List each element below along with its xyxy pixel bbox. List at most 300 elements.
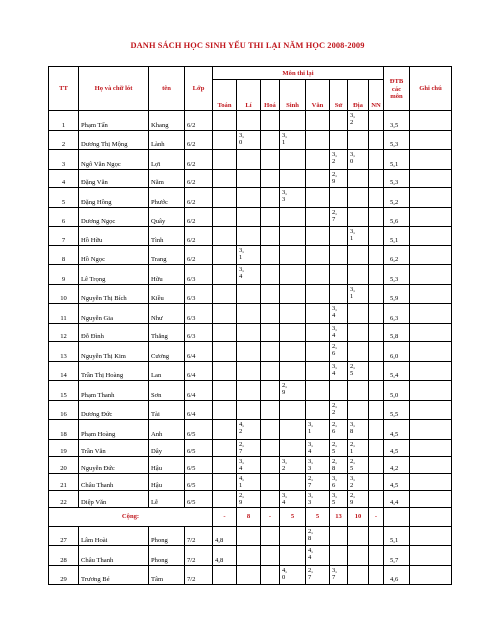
student-class: 6/2: [185, 150, 213, 170]
subject-score: [213, 456, 237, 473]
table-row: [49, 342, 452, 362]
subject-score: 3, 1: [306, 420, 330, 440]
subject-score: [280, 111, 306, 131]
student-last-middle-name: Dương Ngọc: [79, 207, 149, 227]
note-cell: [410, 227, 452, 246]
subject-score: [237, 400, 261, 420]
note-cell: [410, 546, 452, 566]
subject-score: [261, 546, 280, 566]
subject-score: [280, 323, 306, 342]
average-score: 5,4: [384, 361, 410, 381]
subject-score: [369, 169, 384, 188]
subject-score: 4, 0: [280, 565, 306, 585]
subject-score: [306, 169, 330, 188]
subject-score: [261, 245, 280, 265]
subject-score: [280, 342, 306, 362]
subject-score: [348, 130, 369, 150]
subject-score: [369, 526, 384, 546]
subject-score: 2, 8: [306, 526, 330, 546]
subject-score: 4,8: [213, 546, 237, 566]
subject-score: [213, 284, 237, 304]
note-cell: [410, 111, 452, 131]
average-score: 4,5: [384, 473, 410, 490]
student-class: 6/3: [185, 323, 213, 342]
subject-score: [261, 207, 280, 227]
subject-score: [280, 207, 306, 227]
student-class: 7/2: [185, 526, 213, 546]
student-first-name: Hậu: [149, 456, 185, 473]
note-cell: [410, 188, 452, 208]
subject-score: [330, 188, 348, 208]
subject-score: [261, 420, 280, 440]
subject-score: 3, 3: [280, 188, 306, 208]
subject-score: 2, 9: [348, 490, 369, 507]
header-subject: Toán: [213, 80, 237, 111]
table-row: [49, 456, 452, 473]
row-number: 7: [49, 227, 79, 246]
table-row: [49, 169, 452, 188]
row-number: 11: [49, 304, 79, 324]
average-score: 5,3: [384, 169, 410, 188]
header-subject: Hoá: [261, 80, 280, 111]
subject-score: [213, 150, 237, 170]
subject-score: [330, 546, 348, 566]
student-last-middle-name: Nguyễn Thị Kim: [79, 342, 149, 362]
subject-score: [369, 400, 384, 420]
row-number: 20: [49, 456, 79, 473]
subject-score: [261, 439, 280, 456]
student-first-name: Kiều: [149, 284, 185, 304]
subject-score: [237, 111, 261, 131]
total-value: -: [369, 507, 384, 526]
student-first-name: Tài: [149, 400, 185, 420]
average-score: 6,3: [384, 304, 410, 324]
table-row: [49, 565, 452, 585]
subject-score: [348, 400, 369, 420]
student-first-name: Thắng: [149, 323, 185, 342]
total-value: 5: [280, 507, 306, 526]
subject-score: [306, 207, 330, 227]
table-row: [49, 546, 452, 566]
student-first-name: Lành: [149, 130, 185, 150]
subject-score: [280, 400, 306, 420]
subject-score: [348, 342, 369, 362]
total-value: -: [213, 507, 237, 526]
average-score: 6,2: [384, 245, 410, 265]
note-cell: [410, 473, 452, 490]
subject-score: [369, 323, 384, 342]
note-cell: [410, 526, 452, 546]
student-first-name: Lễ: [149, 490, 185, 507]
average-score: 5,3: [384, 130, 410, 150]
header-subject: Lí: [237, 80, 261, 111]
student-class: 6/2: [185, 130, 213, 150]
subject-score: [369, 456, 384, 473]
row-number: 9: [49, 265, 79, 285]
subject-score: [369, 265, 384, 285]
note-cell: [410, 284, 452, 304]
average-score: 5,7: [384, 546, 410, 566]
subject-score: [237, 546, 261, 566]
table-row: [49, 265, 452, 285]
subject-score: [306, 265, 330, 285]
subject-score: [369, 381, 384, 401]
row-number: 28: [49, 546, 79, 566]
row-number: 12: [49, 323, 79, 342]
subject-score: [330, 245, 348, 265]
header-class: Lớp: [185, 67, 213, 111]
subject-score: 3, 1: [348, 284, 369, 304]
note-cell: [410, 342, 452, 362]
subject-score: [306, 227, 330, 246]
subject-score: [213, 361, 237, 381]
row-number: 4: [49, 169, 79, 188]
subject-score: 3, 2: [348, 111, 369, 131]
subject-score: 2, 6: [330, 342, 348, 362]
average-score: 5,9: [384, 284, 410, 304]
total-label: Cộng:: [49, 507, 213, 526]
subject-score: [348, 546, 369, 566]
subject-score: [306, 361, 330, 381]
subject-score: [369, 188, 384, 208]
subject-score: [213, 565, 237, 585]
average-score: 4,2: [384, 456, 410, 473]
subject-score: [261, 304, 280, 324]
subject-score: [213, 400, 237, 420]
average-score: 4,5: [384, 439, 410, 456]
subject-score: [306, 150, 330, 170]
subject-score: [213, 420, 237, 440]
student-class: 6/5: [185, 439, 213, 456]
student-last-middle-name: Nguyễn Đức: [79, 456, 149, 473]
student-class: 6/4: [185, 361, 213, 381]
subject-score: [306, 188, 330, 208]
student-first-name: Hữu: [149, 265, 185, 285]
subject-score: [237, 169, 261, 188]
subject-score: [261, 265, 280, 285]
subject-score: 4,8: [213, 526, 237, 546]
subject-score: [213, 188, 237, 208]
student-first-name: Anh: [149, 420, 185, 440]
note-cell: [410, 323, 452, 342]
average-score: 5,1: [384, 227, 410, 246]
subject-score: [261, 400, 280, 420]
subject-score: [306, 304, 330, 324]
note-cell: [410, 420, 452, 440]
table-row: [49, 150, 452, 170]
note-cell: [410, 130, 452, 150]
subject-score: [237, 207, 261, 227]
header-subject: Sinh: [280, 80, 306, 111]
subject-score: [261, 342, 280, 362]
subject-score: 2, 9: [280, 381, 306, 401]
subject-score: [237, 526, 261, 546]
subject-score: [280, 169, 306, 188]
student-first-name: Hậu: [149, 473, 185, 490]
header-note: Ghi chú: [410, 67, 452, 111]
total-empty: [410, 507, 452, 526]
subject-score: [348, 526, 369, 546]
subject-score: 3, 1: [348, 227, 369, 246]
subject-score: 2, 8: [330, 456, 348, 473]
total-value: 5: [306, 507, 330, 526]
subject-score: [330, 381, 348, 401]
subject-score: 3, 2: [348, 473, 369, 490]
student-class: 6/3: [185, 284, 213, 304]
table-row: [49, 227, 452, 246]
subject-score: 2, 7: [330, 207, 348, 227]
subject-score: [280, 473, 306, 490]
subject-score: 3, 4: [237, 265, 261, 285]
subject-score: [280, 284, 306, 304]
student-class: 6/2: [185, 207, 213, 227]
student-class: 6/5: [185, 420, 213, 440]
average-score: 5,5: [384, 400, 410, 420]
subject-score: [280, 265, 306, 285]
average-score: 4,6: [384, 565, 410, 585]
subject-score: [213, 245, 237, 265]
table-row: [49, 245, 452, 265]
subject-score: [369, 546, 384, 566]
subject-score: 3, 6: [330, 473, 348, 490]
average-score: 4,5: [384, 420, 410, 440]
subject-score: [306, 284, 330, 304]
note-cell: [410, 361, 452, 381]
subject-score: [348, 565, 369, 585]
subject-score: [237, 284, 261, 304]
table-row: [49, 304, 452, 324]
row-number: 1: [49, 111, 79, 131]
header-name: Họ và chữ lót: [79, 67, 149, 111]
subject-score: [369, 284, 384, 304]
student-class: 6/2: [185, 111, 213, 131]
student-last-middle-name: Trần Văn: [79, 439, 149, 456]
row-number: 13: [49, 342, 79, 362]
table-row: [49, 439, 452, 456]
subject-score: [330, 111, 348, 131]
average-score: 5,3: [384, 265, 410, 285]
subject-score: [213, 473, 237, 490]
total-value: 10: [348, 507, 369, 526]
student-first-name: Tình: [149, 227, 185, 246]
subject-score: [306, 342, 330, 362]
student-class: 6/2: [185, 245, 213, 265]
subject-score: [369, 245, 384, 265]
subject-score: [213, 490, 237, 507]
subject-score: [237, 361, 261, 381]
note-cell: [410, 265, 452, 285]
subject-score: [348, 169, 369, 188]
subject-score: 4, 1: [237, 473, 261, 490]
subject-score: [261, 227, 280, 246]
row-number: 10: [49, 284, 79, 304]
header-first-name: tên: [149, 67, 185, 111]
student-class: 6/2: [185, 188, 213, 208]
subject-score: [237, 381, 261, 401]
subject-score: [213, 207, 237, 227]
student-first-name: Sơn: [149, 381, 185, 401]
note-cell: [410, 150, 452, 170]
subject-score: [261, 169, 280, 188]
note-cell: [410, 207, 452, 227]
subject-score: 3, 1: [280, 130, 306, 150]
subject-score: [261, 456, 280, 473]
subject-score: [261, 130, 280, 150]
table-row: [49, 381, 452, 401]
subject-score: [369, 304, 384, 324]
subject-score: [280, 526, 306, 546]
subject-score: [261, 381, 280, 401]
subject-score: [237, 227, 261, 246]
row-number: 29: [49, 565, 79, 585]
subject-score: 2, 9: [237, 490, 261, 507]
subject-score: 3, 4: [330, 323, 348, 342]
table-row: [49, 526, 452, 546]
subject-score: [369, 227, 384, 246]
student-first-name: Khang: [149, 111, 185, 131]
subject-score: [306, 400, 330, 420]
subject-score: [369, 473, 384, 490]
student-last-middle-name: Phạm Tấn: [79, 111, 149, 131]
subject-score: [261, 565, 280, 585]
note-cell: [410, 400, 452, 420]
subject-score: [261, 284, 280, 304]
student-last-middle-name: Lâm Hoài: [79, 526, 149, 546]
student-last-middle-name: Trần Thị Hoàng: [79, 361, 149, 381]
table-row: [49, 207, 452, 227]
student-class: 6/2: [185, 227, 213, 246]
subject-score: [213, 169, 237, 188]
note-cell: [410, 381, 452, 401]
subject-score: 2, 5: [348, 361, 369, 381]
subject-score: [330, 284, 348, 304]
row-number: 22: [49, 490, 79, 507]
student-last-middle-name: Dương Thị Mộng: [79, 130, 149, 150]
subject-score: [348, 265, 369, 285]
subject-score: [348, 381, 369, 401]
subject-score: [237, 565, 261, 585]
row-number: 8: [49, 245, 79, 265]
table-row: [49, 490, 452, 507]
subject-score: [306, 245, 330, 265]
page-title: DANH SÁCH HỌC SINH YẾU THI LẠI NĂM HỌC 2008-2009: [130, 41, 365, 50]
subject-score: 3, 7: [330, 565, 348, 585]
student-class: 6/5: [185, 456, 213, 473]
student-last-middle-name: Đặng Văn: [79, 169, 149, 188]
student-class: 6/5: [185, 473, 213, 490]
subject-score: [369, 565, 384, 585]
subject-score: 2, 9: [330, 169, 348, 188]
student-last-middle-name: Ngô Văn Ngọc: [79, 150, 149, 170]
subject-score: [261, 361, 280, 381]
subject-score: 2, 5: [330, 439, 348, 456]
note-cell: [410, 304, 452, 324]
note-cell: [410, 490, 452, 507]
subject-score: 3, 3: [306, 456, 330, 473]
subject-score: [348, 245, 369, 265]
subject-score: 2, 7: [306, 565, 330, 585]
student-class: 6/2: [185, 169, 213, 188]
row-number: 21: [49, 473, 79, 490]
subject-score: 3, 4: [237, 456, 261, 473]
table-row: [49, 400, 452, 420]
average-score: 3,5: [384, 111, 410, 131]
row-number: 5: [49, 188, 79, 208]
row-number: 3: [49, 150, 79, 170]
row-number: 6: [49, 207, 79, 227]
student-first-name: Cương: [149, 342, 185, 362]
subject-score: [280, 304, 306, 324]
subject-score: 3, 0: [348, 150, 369, 170]
table-row: [49, 473, 452, 490]
subject-score: 4, 4: [306, 546, 330, 566]
subject-score: 3, 2: [280, 456, 306, 473]
row-number: 18: [49, 420, 79, 440]
student-class: 7/2: [185, 565, 213, 585]
subject-score: [280, 361, 306, 381]
subject-score: [348, 304, 369, 324]
subject-score: [280, 420, 306, 440]
student-last-middle-name: Châu Thanh: [79, 473, 149, 490]
subject-score: [261, 111, 280, 131]
subject-score: [213, 381, 237, 401]
row-number: 2: [49, 130, 79, 150]
row-number: 27: [49, 526, 79, 546]
header-subject: Địa: [348, 80, 369, 111]
row-number: 16: [49, 400, 79, 420]
subject-score: 2, 6: [330, 420, 348, 440]
student-class: 6/3: [185, 265, 213, 285]
subject-score: 2, 7: [306, 473, 330, 490]
header-subject: Sử: [330, 80, 348, 111]
subject-score: [213, 111, 237, 131]
average-score: 4,4: [384, 490, 410, 507]
subject-score: 3, 4: [330, 361, 348, 381]
student-last-middle-name: Trương Bé: [79, 565, 149, 585]
average-score: 5,1: [384, 526, 410, 546]
total-value: -: [261, 507, 280, 526]
subject-score: [369, 490, 384, 507]
subject-score: 2, 2: [330, 400, 348, 420]
subject-score: 3, 4: [280, 490, 306, 507]
subject-score: [237, 150, 261, 170]
average-score: 6,0: [384, 342, 410, 362]
subject-score: [280, 439, 306, 456]
header-subject: NN: [369, 80, 384, 111]
note-cell: [410, 456, 452, 473]
subject-score: [369, 420, 384, 440]
subject-score: [261, 150, 280, 170]
subject-score: [237, 188, 261, 208]
student-first-name: Phong: [149, 546, 185, 566]
table-row: [49, 284, 452, 304]
table-row: [49, 323, 452, 342]
subject-score: [280, 227, 306, 246]
subject-score: [280, 546, 306, 566]
student-first-name: Lợi: [149, 150, 185, 170]
subject-score: 3, 4: [330, 304, 348, 324]
subject-score: [213, 439, 237, 456]
row-number: 15: [49, 381, 79, 401]
total-empty: [384, 507, 410, 526]
student-first-name: Phong: [149, 526, 185, 546]
average-score: 5,6: [384, 207, 410, 227]
subject-score: [261, 473, 280, 490]
subject-score: [330, 265, 348, 285]
total-value: 8: [237, 507, 261, 526]
student-first-name: Quây: [149, 207, 185, 227]
header-subjects-group: Môn thi lại: [213, 67, 384, 80]
